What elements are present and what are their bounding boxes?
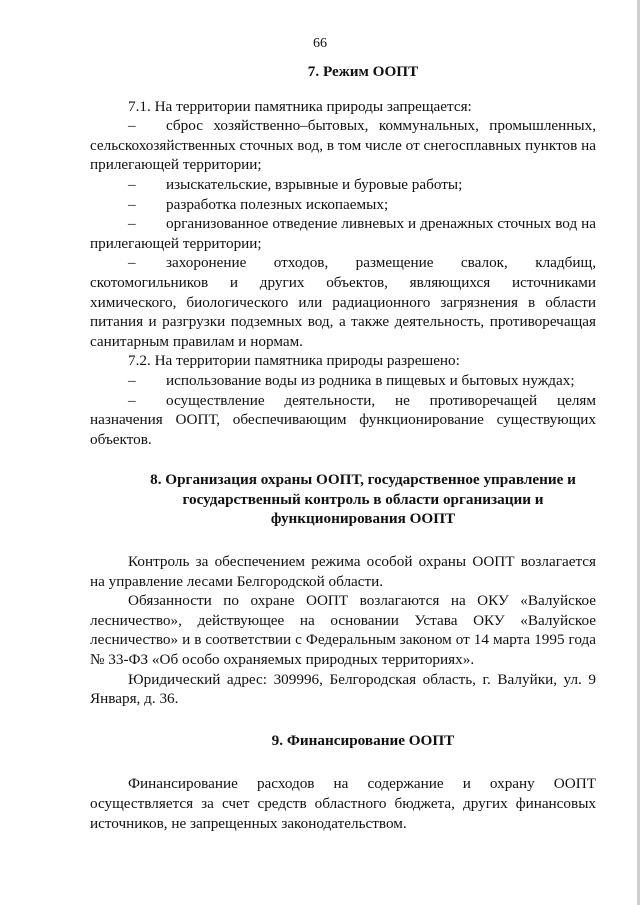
- section-8-paragraph: Обязанности по охране ООПТ возлагаются на ОКУ «Валуйское лесничество», действующее на основании Устава ОКУ «Валуйское лесничество» и в соответствии с Федеральным законом от 14 марта 1995 года № 33-ФЗ «Об особо охраняемых природных территориях».: [90, 592, 596, 669]
- prohibited-item-text: сброс хозяйственно–бытовых, коммунальных, промышленных, сельскохозяйственных сточных вод, в том числе от снегосплавных пунктов на прилегающей территории;: [90, 117, 596, 174]
- list-dash: –: [128, 391, 136, 409]
- permitted-item-text: использование воды из родника в пищевых и бытовых нуждах;: [166, 371, 575, 389]
- prohibited-item-text: захоронение отходов, размещение свалок, кладбищ, скотомогильников и других объектов, являющихся источниками химического, биологического или радиационного загрязнения в области питания и разгрузки подземных вод, а также деятельность, противоречащая санитарным правилам и нормам.: [90, 254, 596, 350]
- permitted-item-text: осуществление деятельности, не противоречащей целям назначения ООПТ, обеспечивающим функционирование существующих объектов.: [90, 391, 596, 448]
- permitted-item: [90, 391, 596, 450]
- prohibited-item-text: разработка полезных ископаемых;: [166, 195, 389, 213]
- prohibited-item-text: изыскательские, взрывные и буровые работы;: [166, 175, 463, 193]
- section-9-title: 9. Финансирование ООПТ: [271, 731, 455, 749]
- section-8-paragraph: Контроль за обеспечением режима особой охраны ООПТ возлагается на управление лесами Белгородской области.: [90, 553, 596, 590]
- section-7-1-intro: 7.1. На территории памятника природы запрещается:: [128, 97, 472, 115]
- section-8-paragraph: Юридический адрес: 309996, Белгородская область, г. Валуйки, ул. 9 Января, д. 36.: [90, 670, 596, 708]
- prohibited-item: [90, 175, 596, 195]
- prohibited-item: [90, 195, 596, 215]
- prohibited-item: [90, 116, 596, 175]
- section-7-title: 7. Режим ООПТ: [307, 63, 419, 80]
- list-dash: –: [128, 215, 136, 233]
- section-7-2-intro: 7.2. На территории памятника природы разрешено:: [128, 352, 460, 370]
- section-8-title: 8. Организация охраны ООПТ, государственное управление и государственный контроль в области организации и функционирования ООПТ: [150, 471, 576, 528]
- page-content: [90, 62, 596, 833]
- permitted-item: [90, 371, 596, 391]
- list-dash: –: [128, 195, 136, 213]
- section-9-paragraph: Финансирование расходов на содержание и охрану ООПТ осуществляется за счет средств областного бюджета, других финансовых источников, не запрещенных законодательством.: [90, 775, 596, 832]
- list-dash: –: [128, 371, 136, 389]
- list-dash: –: [128, 254, 136, 272]
- prohibited-item: [90, 253, 596, 351]
- prohibited-item: [90, 214, 596, 253]
- list-dash: –: [128, 117, 136, 135]
- prohibited-item-text: организованное отведение ливневых и дренажных сточных вод на прилегающей территории;: [90, 215, 596, 252]
- list-dash: –: [128, 175, 136, 193]
- page-number: 66: [313, 36, 327, 51]
